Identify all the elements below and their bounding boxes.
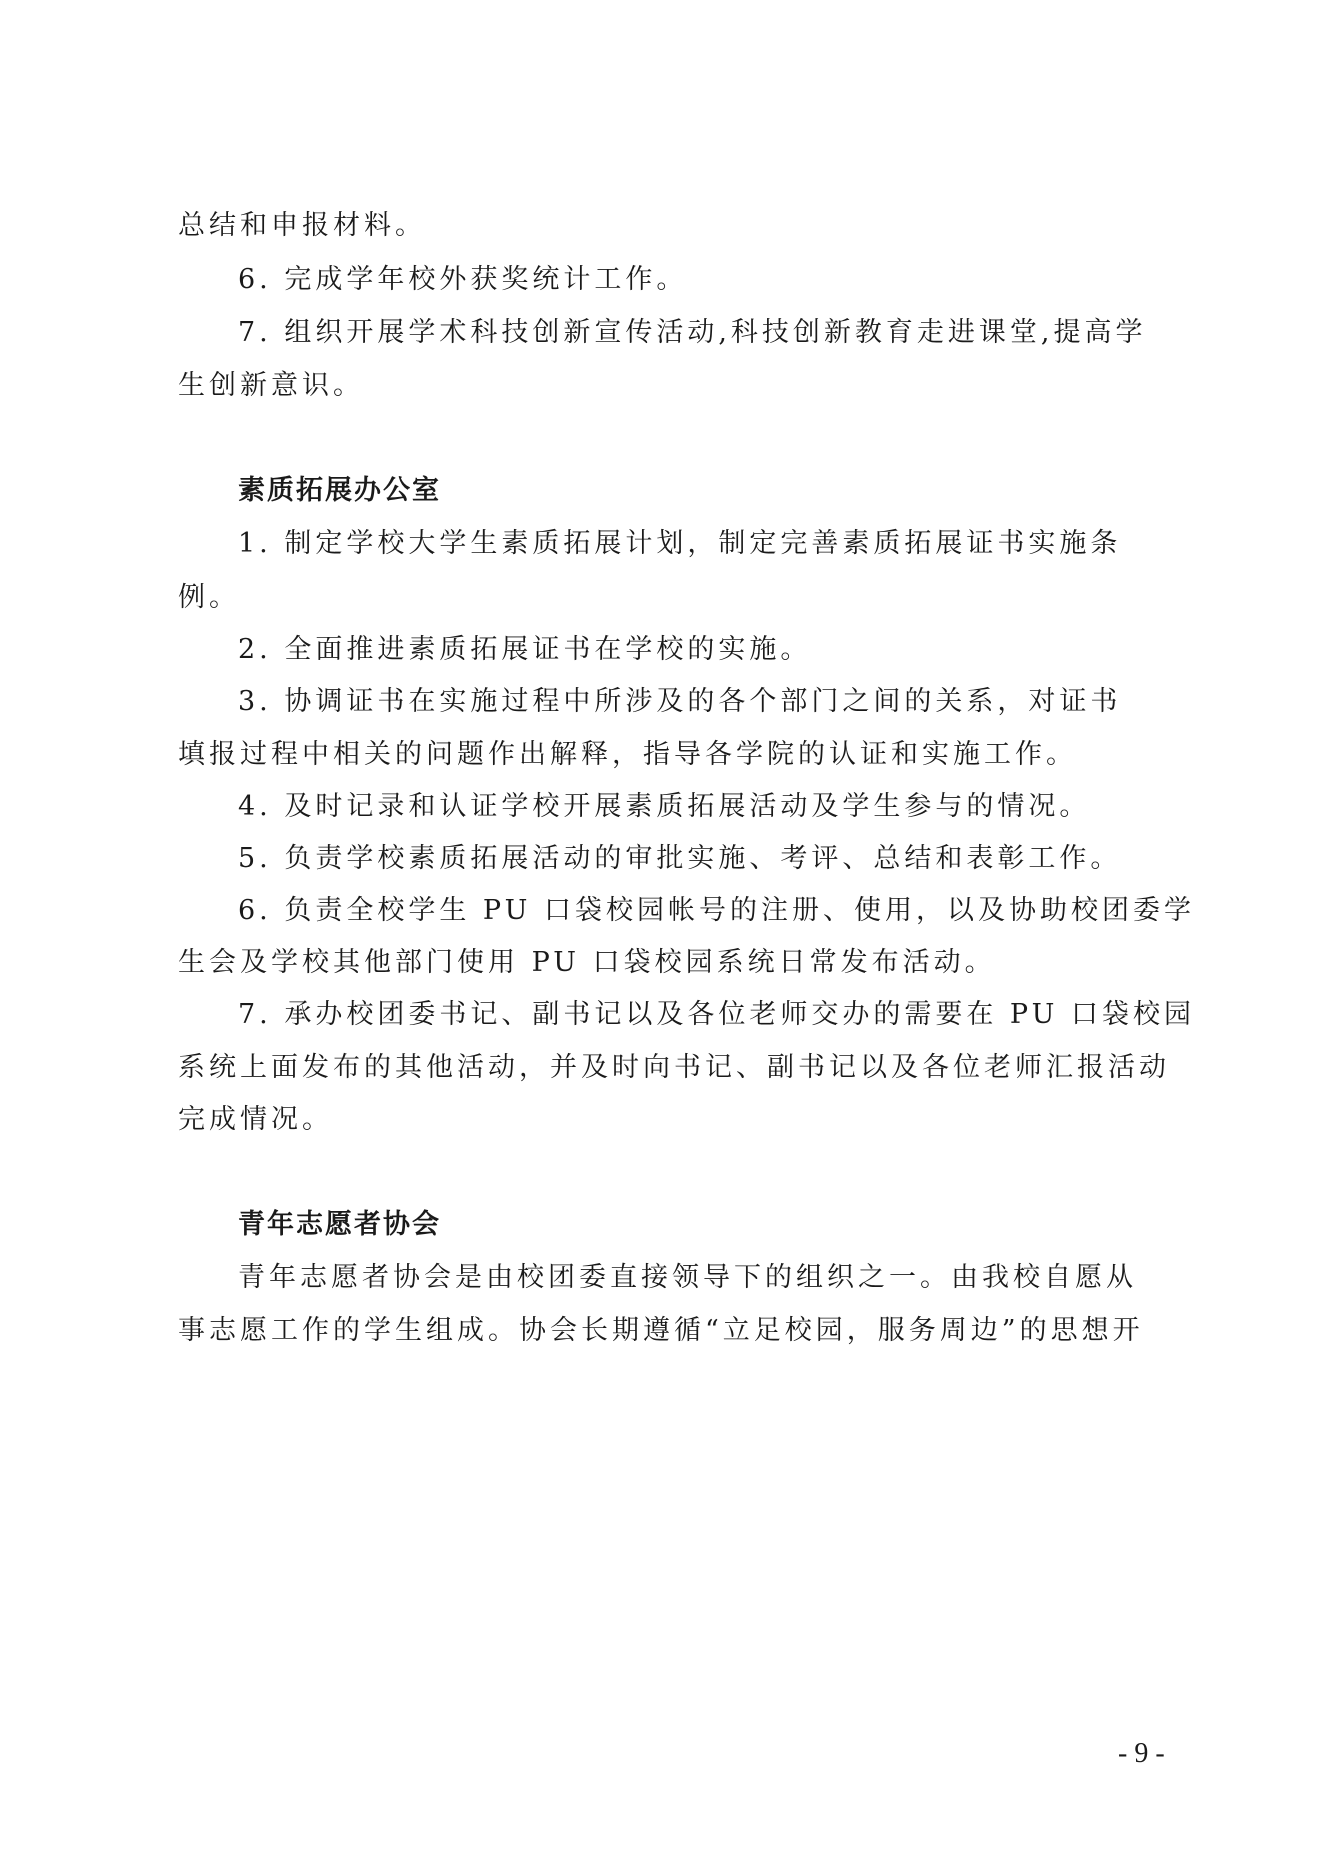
list-item: 1. 制定学校大学生素质拓展计划，制定完善素质拓展证书实施条 xyxy=(238,528,1122,559)
paragraph-line: 例。 xyxy=(178,582,240,613)
paragraph-line: 青年志愿者协会是由校团委直接领导下的组织之一。由我校自愿从 xyxy=(238,1262,1137,1293)
section-heading-quality-office: 素质拓展办公室 xyxy=(238,475,441,506)
paragraph-line: 完成情况。 xyxy=(178,1104,333,1135)
list-item: 7. 组织开展学术科技创新宣传活动,科技创新教育走进课堂,提高学 xyxy=(238,317,1147,348)
paragraph-line: 生创新意识。 xyxy=(178,370,364,401)
list-item: 2. 全面推进素质拓展证书在学校的实施。 xyxy=(238,634,812,665)
list-item: 6. 完成学年校外获奖统计工作。 xyxy=(238,264,688,295)
paragraph-line: 填报过程中相关的问题作出解释，指导各学院的认证和实施工作。 xyxy=(178,739,1077,770)
page-number: - 9 - xyxy=(1118,1738,1165,1769)
paragraph-line: 系统上面发布的其他活动，并及时向书记、副书记以及各位老师汇报活动 xyxy=(178,1052,1170,1083)
paragraph-line: 事志愿工作的学生组成。协会长期遵循“立足校园，服务周边”的思想开 xyxy=(178,1315,1144,1346)
paragraph-line: 总结和申报材料。 xyxy=(178,210,426,241)
paragraph-line: 生会及学校其他部门使用 PU 口袋校园系统日常发布活动。 xyxy=(178,947,996,978)
list-item: 3. 协调证书在实施过程中所涉及的各个部门之间的关系，对证书 xyxy=(238,686,1122,717)
list-item: 6. 负责全校学生 PU 口袋校园帐号的注册、使用，以及协助校团委学 xyxy=(238,895,1195,926)
section-heading-volunteer-association: 青年志愿者协会 xyxy=(238,1209,441,1240)
list-item: 4. 及时记录和认证学校开展素质拓展活动及学生参与的情况。 xyxy=(238,791,1091,822)
list-item: 7. 承办校团委书记、副书记以及各位老师交办的需要在 PU 口袋校园 xyxy=(238,999,1195,1030)
list-item: 5. 负责学校素质拓展活动的审批实施、考评、总结和表彰工作。 xyxy=(238,843,1122,874)
